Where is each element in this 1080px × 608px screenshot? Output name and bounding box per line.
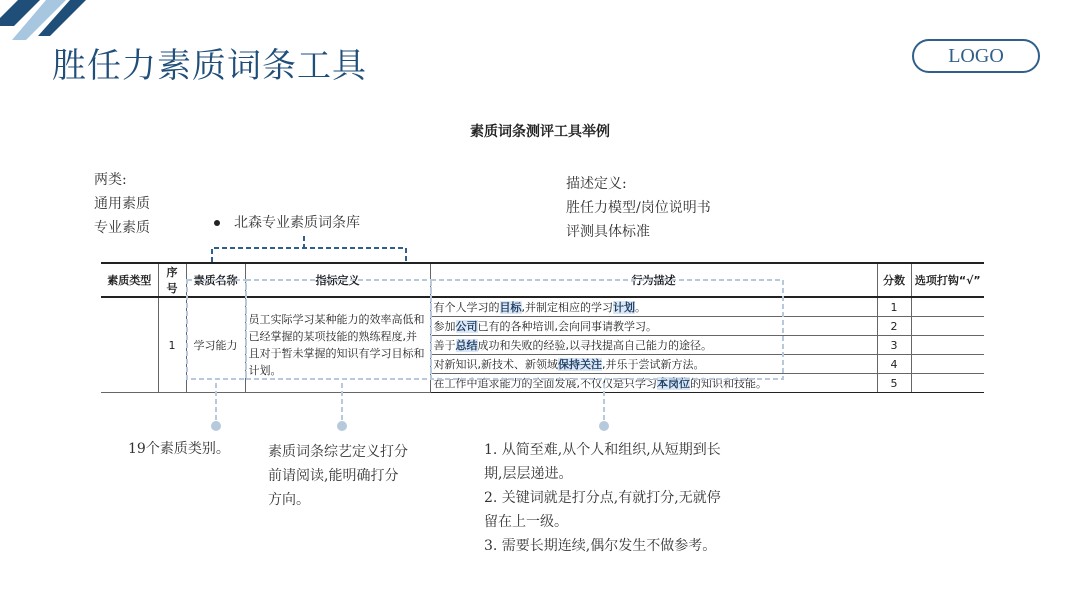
cell-behavior: 善于总结成功和失败的经验,以寻找提高自己能力的途径。 <box>430 336 877 355</box>
connector-dot-1 <box>211 421 221 431</box>
keyword-highlight: 本岗位 <box>657 377 690 390</box>
connector-dot-3 <box>599 421 609 431</box>
cell-index: 1 <box>158 297 186 393</box>
cell-check[interactable] <box>911 355 984 374</box>
bullet-text: 北森专业素质词条库 <box>234 215 360 231</box>
annotation-line: 留在上一级。 <box>484 514 568 530</box>
keyword-highlight: 目标 <box>499 301 522 314</box>
cell-type <box>101 297 158 393</box>
bullet-item <box>214 212 360 232</box>
left-note-line: 通用素质 <box>94 196 150 212</box>
keyword-highlight: 保持关注 <box>558 358 602 371</box>
keyword-highlight: 总结 <box>455 339 478 352</box>
right-note-line: 评测具体标准 <box>566 224 650 240</box>
table-header-row <box>101 263 984 297</box>
cell-definition: 员工实际学习某种能力的效率高低和已经掌握的某项技能的熟练程度,并且对于暂未掌握的知识有学习目标和计划。 <box>245 297 430 393</box>
annotation-line: 方向。 <box>268 492 310 508</box>
page-title: 胜任力素质词条工具 <box>52 46 367 86</box>
header-behavior: 行为描述 <box>430 263 877 297</box>
header-index: 序号 <box>158 263 186 297</box>
cell-check[interactable] <box>911 336 984 355</box>
cell-check[interactable] <box>911 317 984 336</box>
header-type: 素质类型 <box>101 263 158 297</box>
cell-score: 1 <box>877 297 911 317</box>
cell-behavior: 在工作中追求能力的全面发展,不仅仅是只学习本岗位的知识和技能。 <box>430 374 877 393</box>
table-row <box>101 297 984 317</box>
cell-score: 2 <box>877 317 911 336</box>
annotation-line: 期,层层递进。 <box>484 466 573 482</box>
annotation-line: 前请阅读,能明确打分 <box>268 468 399 484</box>
competency-table <box>101 262 984 393</box>
right-note <box>566 172 711 244</box>
header-score: 分数 <box>877 263 911 297</box>
right-note-line: 胜任力模型/岗位说明书 <box>566 200 711 216</box>
cell-behavior: 对新知识,新技术、新领域保持关注,并乐于尝试新方法。 <box>430 355 877 374</box>
header-name: 素质名称 <box>186 263 245 297</box>
keyword-highlight: 计划 <box>613 301 635 314</box>
keyword-highlight: 公司 <box>455 320 478 333</box>
cell-name: 学习能力 <box>186 297 245 393</box>
annotation-definition <box>268 440 408 512</box>
connector-dot-2 <box>337 421 347 431</box>
header-definition: 指标定义 <box>245 263 430 297</box>
bracket-connector <box>212 236 406 262</box>
cell-check[interactable] <box>911 297 984 317</box>
cell-check[interactable] <box>911 374 984 393</box>
bullet-dot-icon <box>214 220 220 226</box>
right-note-line: 描述定义: <box>566 176 627 192</box>
annotation-line: 1. 从简至难,从个人和组织,从短期到长 <box>484 442 721 458</box>
left-note <box>94 168 150 240</box>
cell-behavior: 参加公司已有的各种培训,会向同事请教学习。 <box>430 317 877 336</box>
left-note-line: 两类: <box>94 172 127 188</box>
annotation-line: 3. 需要长期连续,偶尔发生不做参考。 <box>484 538 717 554</box>
cell-score: 5 <box>877 374 911 393</box>
cell-behavior: 有个人学习的目标,并制定相应的学习计划。 <box>430 297 877 317</box>
annotation-behavior <box>484 438 721 558</box>
cell-score: 4 <box>877 355 911 374</box>
section-heading: 素质词条测评工具举例 <box>470 124 610 140</box>
annotation-categories: 19个素质类别。 <box>128 441 230 457</box>
header-check: 选项打钩“√” <box>911 263 984 297</box>
annotation-line: 2. 关键词就是打分点,有就打分,无就停 <box>484 490 721 506</box>
annotation-line: 素质词条综艺定义打分 <box>268 444 408 460</box>
logo-badge: LOGO <box>912 39 1040 73</box>
cell-score: 3 <box>877 336 911 355</box>
left-note-line: 专业素质 <box>94 220 150 236</box>
